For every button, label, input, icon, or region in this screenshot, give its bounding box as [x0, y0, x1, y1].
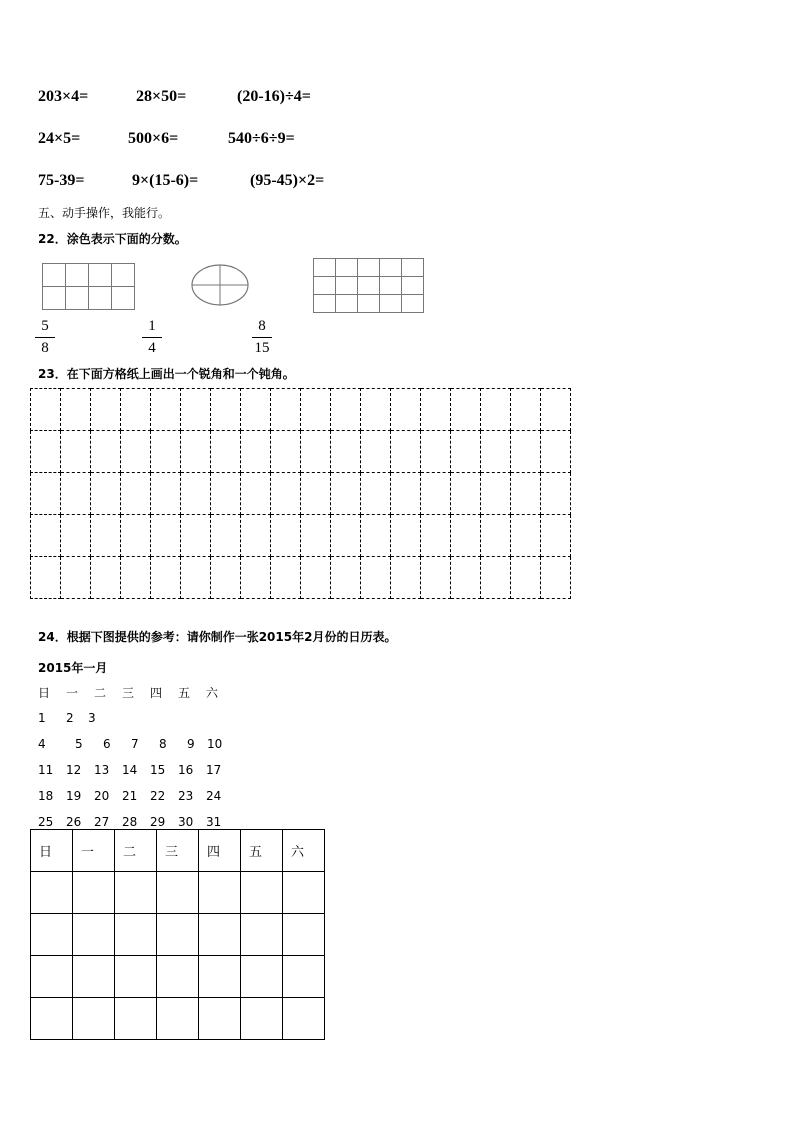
weekday: 三	[122, 686, 135, 700]
day: 18	[38, 789, 54, 803]
day: 12	[66, 763, 82, 777]
fraction	[33, 318, 57, 357]
day: 17	[206, 763, 222, 777]
calendar-cell[interactable]	[73, 998, 115, 1040]
day: 14	[122, 763, 138, 777]
day: 2	[66, 711, 74, 725]
calendar-blank-row	[31, 956, 325, 998]
calendar-cell[interactable]	[157, 914, 199, 956]
fraction-numerator: 1	[148, 318, 156, 334]
day: 24	[206, 789, 222, 803]
calc-item: 203×4=	[38, 88, 89, 105]
weekday: 六	[206, 686, 219, 700]
shape-ellipse-quarters	[190, 262, 250, 308]
day: 26	[66, 815, 82, 829]
reference-week-row	[38, 789, 234, 803]
day: 28	[122, 815, 138, 829]
fraction-bar	[142, 337, 162, 338]
weekday: 四	[150, 686, 163, 700]
calendar-cell[interactable]	[199, 998, 241, 1040]
reference-week-row	[38, 737, 235, 751]
calendar-cell[interactable]	[115, 956, 157, 998]
day: 10	[207, 737, 223, 751]
calendar-cell[interactable]	[73, 914, 115, 956]
blank-calendar-table	[30, 829, 325, 1040]
day: 6	[103, 737, 111, 751]
fraction-denominator: 8	[41, 340, 49, 356]
day: 22	[150, 789, 166, 803]
fraction-numerator: 5	[41, 318, 49, 334]
calendar-header-cell: 一	[73, 830, 115, 872]
calendar-header-cell: 四	[199, 830, 241, 872]
calendar-header-cell: 二	[115, 830, 157, 872]
calc-item: 500×6=	[128, 130, 179, 147]
calendar-cell[interactable]	[31, 914, 73, 956]
calendar-cell[interactable]	[199, 956, 241, 998]
reference-week-row	[38, 763, 234, 777]
calc-item: 28×50=	[136, 88, 187, 105]
calendar-blank-row	[31, 914, 325, 956]
calendar-cell[interactable]	[157, 872, 199, 914]
calc-item: 75-39=	[38, 172, 85, 189]
fraction	[250, 318, 274, 357]
day: 16	[178, 763, 194, 777]
day: 7	[131, 737, 139, 751]
calendar-cell[interactable]	[31, 872, 73, 914]
fraction-denominator: 4	[148, 340, 156, 356]
calendar-cell[interactable]	[73, 956, 115, 998]
calendar-header-cell: 日	[31, 830, 73, 872]
calendar-cell[interactable]	[157, 998, 199, 1040]
day: 13	[94, 763, 110, 777]
calendar-header-cell: 五	[241, 830, 283, 872]
calendar-cell[interactable]	[283, 914, 325, 956]
calendar-cell[interactable]	[241, 998, 283, 1040]
day: 4	[38, 737, 46, 751]
calendar-blank-row	[31, 998, 325, 1040]
calendar-cell[interactable]	[241, 914, 283, 956]
day: 30	[178, 815, 194, 829]
calendar-cell[interactable]	[115, 914, 157, 956]
calendar-header-cell: 三	[157, 830, 199, 872]
calendar-cell[interactable]	[199, 872, 241, 914]
day: 9	[187, 737, 195, 751]
calendar-header-cell: 六	[283, 830, 325, 872]
day: 25	[38, 815, 54, 829]
calc-item: 24×5=	[38, 130, 81, 147]
calendar-cell[interactable]	[241, 956, 283, 998]
weekday: 一	[66, 686, 79, 700]
day: 1	[38, 711, 46, 725]
question-23-title: 23．在下面方格纸上画出一个锐角和一个钝角。	[38, 367, 295, 381]
day: 15	[150, 763, 166, 777]
day: 20	[94, 789, 110, 803]
calendar-cell[interactable]	[283, 872, 325, 914]
day: 29	[150, 815, 166, 829]
calc-item: (95-45)×2=	[250, 172, 325, 189]
fraction-bar	[35, 337, 55, 338]
weekday: 二	[94, 686, 107, 700]
reference-week-row	[38, 815, 234, 829]
calendar-cell[interactable]	[199, 914, 241, 956]
calc-item: 540÷6÷9=	[228, 130, 295, 147]
day: 21	[122, 789, 138, 803]
calendar-cell[interactable]	[73, 872, 115, 914]
day: 3	[88, 711, 96, 725]
calendar-cell[interactable]	[115, 998, 157, 1040]
day: 31	[206, 815, 222, 829]
calendar-cell[interactable]	[283, 998, 325, 1040]
calendar-cell[interactable]	[241, 872, 283, 914]
dashed-grid-paper[interactable]	[30, 388, 571, 599]
section-title: 五、动手操作，我能行。	[38, 206, 171, 220]
calendar-cell[interactable]	[31, 998, 73, 1040]
calendar-header-row	[31, 830, 325, 872]
calendar-cell[interactable]	[157, 956, 199, 998]
weekday: 日	[38, 686, 51, 700]
weekday: 五	[178, 686, 191, 700]
reference-weekday-row	[38, 684, 234, 701]
reference-week-row	[38, 711, 110, 725]
fraction-denominator: 15	[254, 340, 270, 356]
calendar-cell[interactable]	[31, 956, 73, 998]
fraction	[140, 318, 164, 357]
calendar-cell[interactable]	[283, 956, 325, 998]
day: 19	[66, 789, 82, 803]
question-22-title: 22．涂色表示下面的分数。	[38, 232, 187, 246]
shape-rect-grid-8	[42, 263, 135, 310]
calendar-blank-row	[31, 872, 325, 914]
day: 8	[159, 737, 167, 751]
day: 23	[178, 789, 194, 803]
calendar-cell[interactable]	[115, 872, 157, 914]
shape-rect-grid-15	[313, 258, 424, 313]
calc-item: 9×(15-6)=	[132, 172, 199, 189]
day: 27	[94, 815, 110, 829]
fraction-numerator: 8	[258, 318, 266, 334]
reference-calendar-title: 2015年一月	[38, 661, 108, 675]
day: 5	[75, 737, 83, 751]
calc-item: (20-16)÷4=	[237, 88, 311, 105]
question-24-title: 24．根据下图提供的参考：请你制作一张2015年2月份的日历表。	[38, 630, 397, 644]
fraction-bar	[252, 337, 272, 338]
day: 11	[38, 763, 54, 777]
